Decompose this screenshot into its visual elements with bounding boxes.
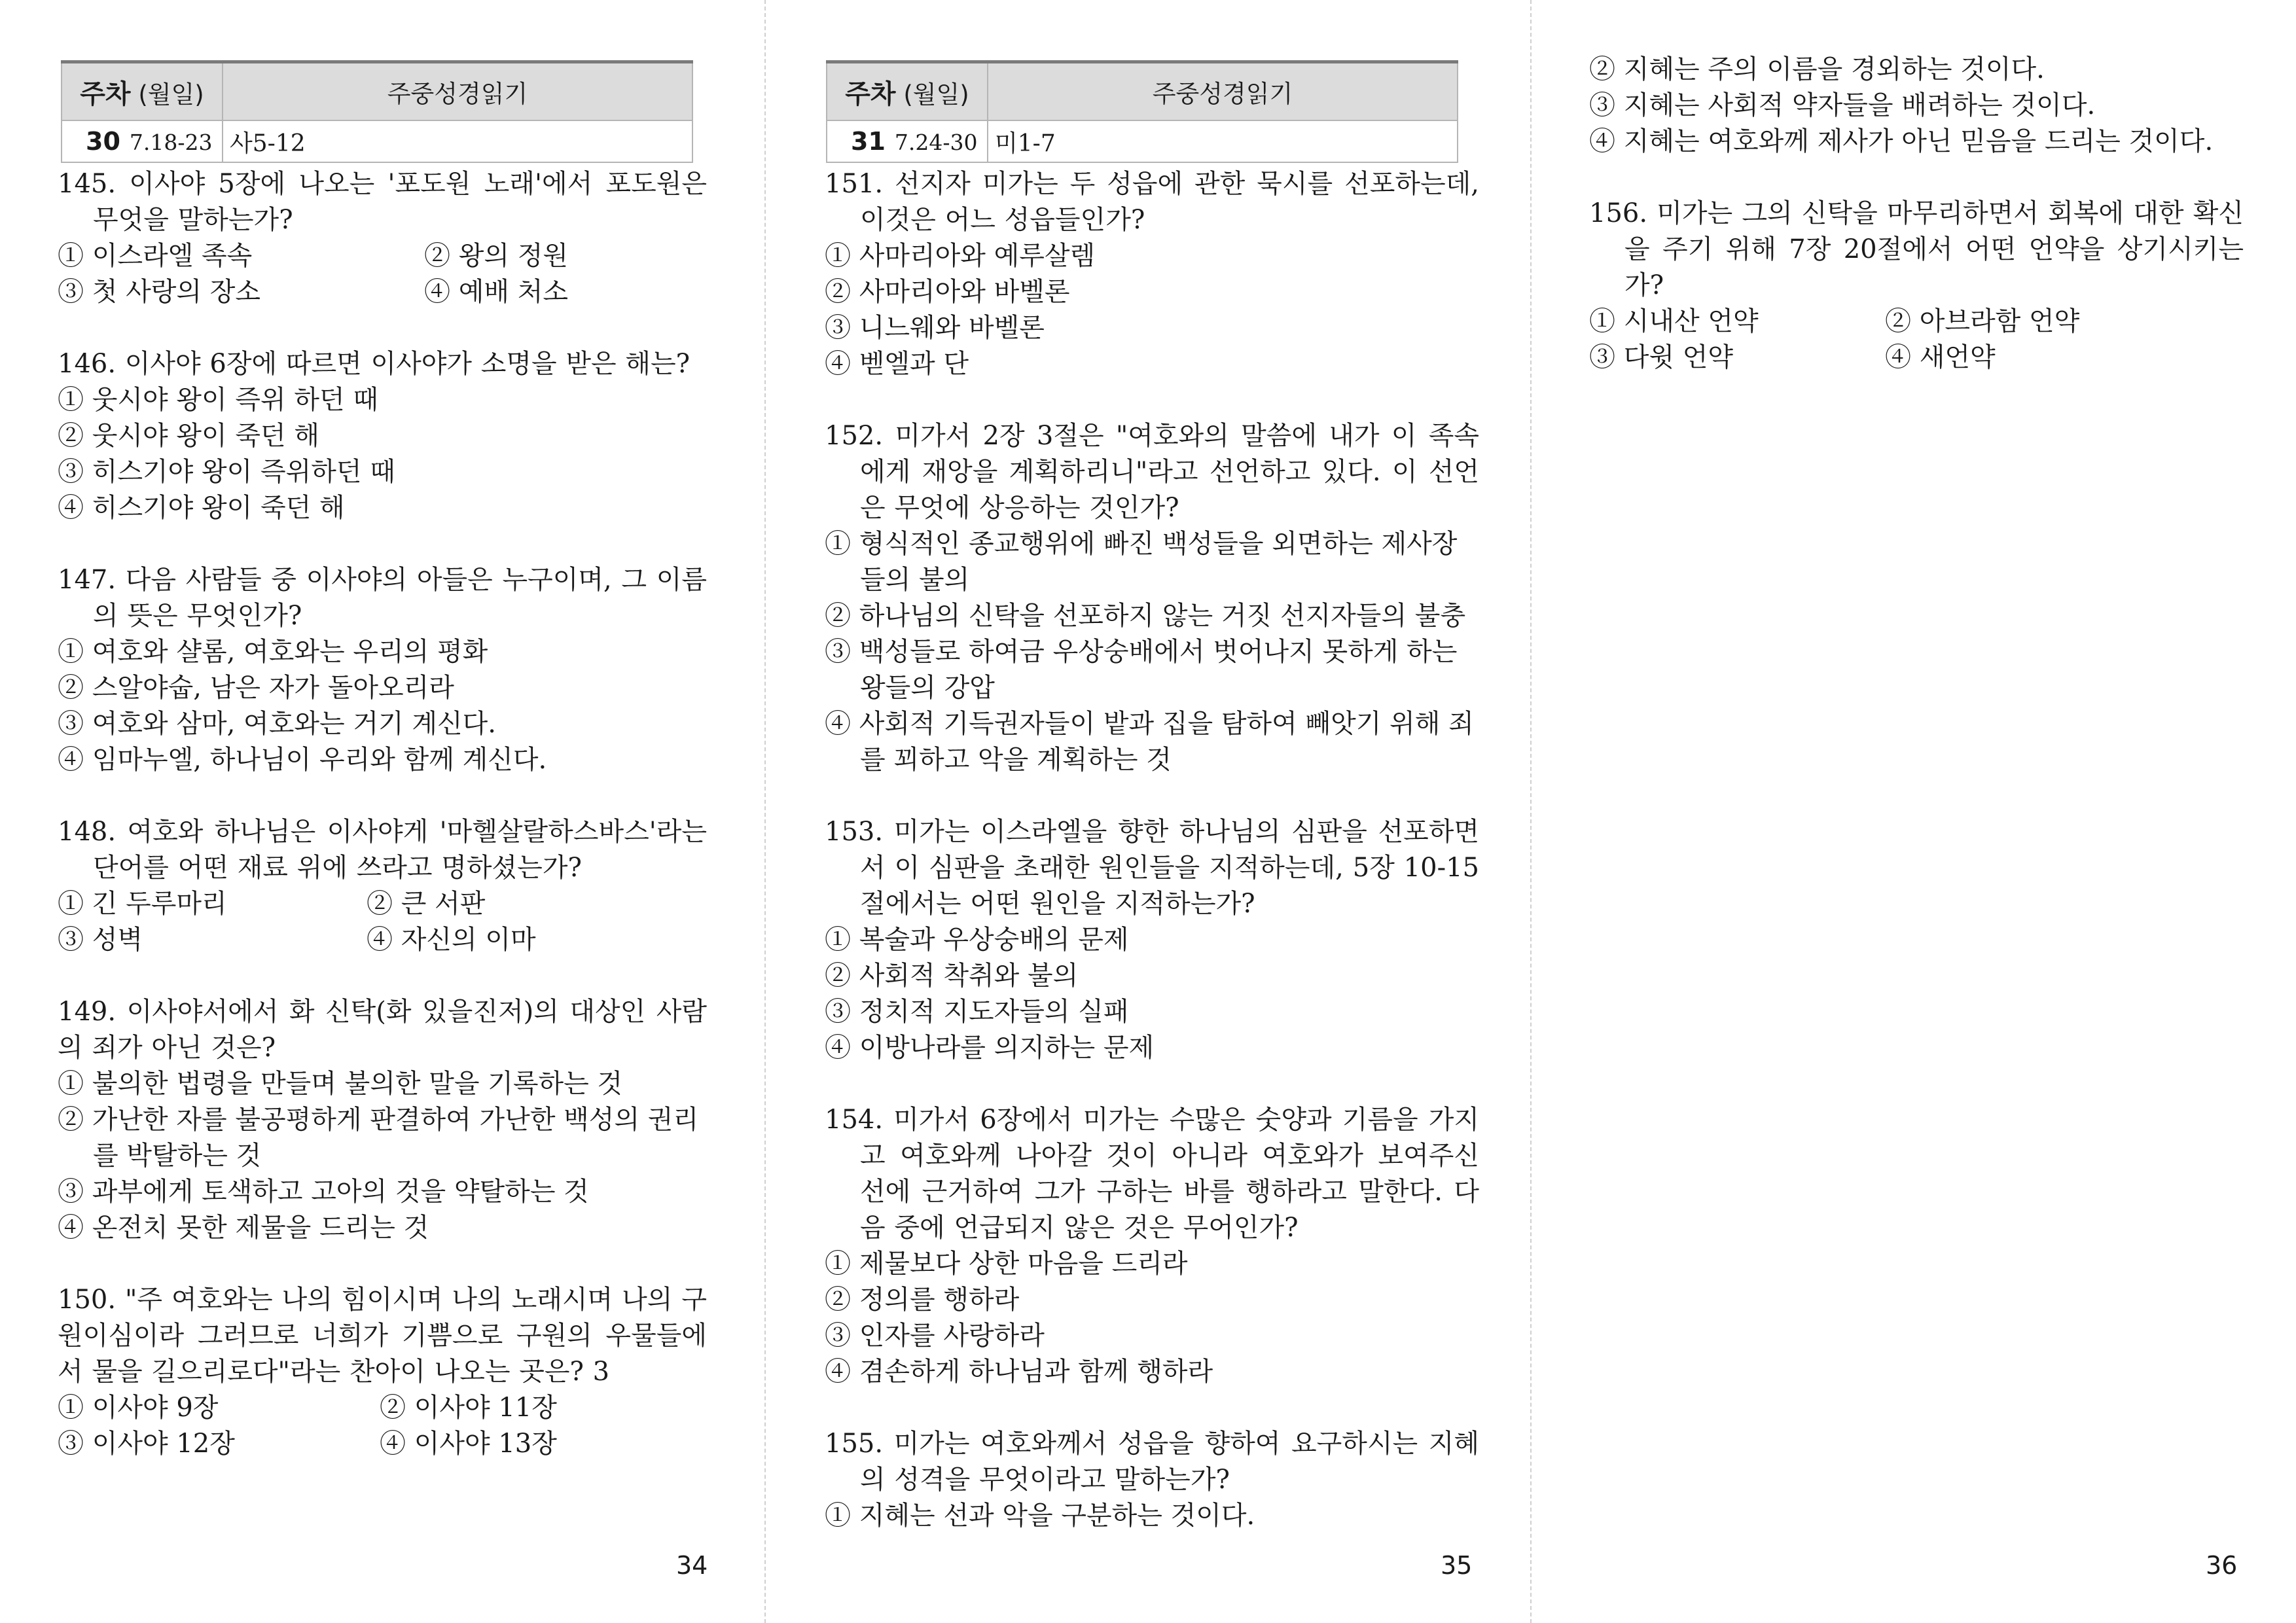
page-number: 36 [2206, 1551, 2238, 1580]
option: ④ 임마누엘, 하나님이 우리와 함께 계신다. [58, 745, 547, 775]
option: ③ 히스기야 왕이 즉위하던 때 [58, 457, 395, 487]
question-155 [825, 1426, 1479, 1534]
option: ② 정의를 행하라 [825, 1285, 1020, 1315]
option-list [1589, 304, 2244, 376]
question-stem: 150. "주 여호와는 나의 힘이시며 나의 노래시며 나의 구원이심이라 그러므로 너희가 기쁨으로 구원의 우물들에서 물을 길으리로다"라는 찬아이 나오는 곳은? 3 [58, 1285, 707, 1387]
option: ③ 이사야 12장 [58, 1429, 235, 1459]
option: ① 지혜는 선과 악을 구분하는 것이다. [825, 1501, 1255, 1531]
option: ③ 인자를 사랑하라 [825, 1321, 1045, 1351]
reading-column-header: 주중성경읽기 [988, 62, 1458, 121]
option: ④ 자신의 이마 [367, 925, 536, 955]
option: ② 이사야 11장 [380, 1393, 557, 1423]
option: ③ 과부에게 토색하고 고아의 것을 약탈하는 것 [58, 1177, 589, 1207]
option-list [58, 238, 707, 310]
option: ④ 지혜는 여호와께 제사가 아닌 믿음을 드리는 것이다. [1589, 126, 2214, 156]
question-155-continued-options [1589, 52, 2244, 160]
question-150 [58, 1282, 707, 1462]
page-34 [0, 0, 765, 1623]
option: ③ 백성들로 하여금 우상숭배에서 벗어나지 못하게 하는 왕들의 강압 [825, 637, 1458, 703]
option: ① 이스라엘 족속 [58, 241, 253, 271]
option: ① 긴 두루마리 [58, 889, 227, 919]
option: ① 불의한 법령을 만들며 불의한 말을 기록하는 것 [58, 1069, 623, 1099]
question-156 [1589, 196, 2244, 376]
page-35 [765, 0, 1531, 1623]
question-stem: 147. 다음 사람들 중 이사야의 아들은 누구이며, 그 이름의 뜻은 무엇인가? [58, 565, 707, 631]
reading-cell: 미1-7 [988, 120, 1458, 162]
option: ④ 새언약 [1885, 342, 1996, 372]
question-column [1589, 52, 2244, 412]
option: ② 가난한 자를 불공평하게 판결하여 가난한 백성의 권리를 박탈하는 것 [58, 1105, 699, 1171]
option: ① 제물보다 상한 마음을 드리라 [825, 1249, 1188, 1279]
option: ③ 지혜는 사회적 약자들을 배려하는 것이다. [1589, 90, 2096, 120]
option: ③ 다윗 언약 [1589, 342, 1733, 372]
option: ④ 예배 처소 [424, 277, 568, 307]
question-145 [58, 166, 707, 310]
option: ③ 여호와 삼마, 여호와는 거기 계신다. [58, 709, 496, 739]
reading-schedule-table [61, 60, 693, 163]
question-stem: 146. 이사야 6장에 따르면 이사야가 소명을 받은 해는? [58, 349, 691, 379]
reading-schedule-table [826, 60, 1458, 163]
question-149 [58, 994, 707, 1246]
question-146 [58, 346, 707, 526]
page-number: 35 [1441, 1551, 1473, 1580]
reading-cell: 사5-12 [223, 120, 692, 162]
question-stem: 153. 미가는 이스라엘을 향한 하나님의 심판을 선포하면서 이 심판을 초래한 원인들을 지적하는데, 5장 10-15절에서는 어떤 원인을 지적하는가? [825, 817, 1480, 919]
option: ② 지혜는 주의 이름을 경외하는 것이다. [1589, 54, 2045, 84]
option: ② 하나님의 신탁을 선포하지 않는 거짓 선지자들의 불충 [825, 601, 1466, 631]
week-cell: 30 7.18-23 [62, 120, 223, 162]
question-148 [58, 814, 707, 958]
option-list [58, 1390, 707, 1462]
option: ① 형식적인 종교행위에 빠진 백성들을 외면하는 제사장들의 불의 [825, 529, 1458, 595]
option: ② 사회적 착취와 불의 [825, 961, 1079, 991]
option: ① 이사야 9장 [58, 1393, 219, 1423]
question-153 [825, 814, 1479, 1066]
page-number: 34 [676, 1551, 708, 1580]
option: ② 왕의 정원 [424, 241, 568, 271]
schedule-row [62, 120, 692, 162]
question-column [825, 166, 1479, 1570]
option: ① 시내산 언약 [1589, 306, 1759, 336]
option: ④ 이방나라를 의지하는 문제 [825, 1033, 1155, 1063]
question-154 [825, 1102, 1479, 1390]
option: ② 큰 서판 [367, 889, 486, 919]
option: ④ 이사야 13장 [380, 1429, 557, 1459]
question-stem: 154. 미가서 6장에서 미가는 수많은 숫양과 기름을 가지고 여호와께 나아갈 것이 아니라 여호와가 보여주신 선에 근거하여 그가 구하는 바를 행하라고 말한다. 다음 중에 언급되지 않은 것은 무어인가? [825, 1105, 1479, 1243]
question-column [58, 166, 707, 1498]
option: ② 아브라함 언약 [1885, 306, 2080, 336]
option: ④ 온전치 못한 제물을 드리는 것 [58, 1213, 429, 1243]
option: ③ 니느웨와 바벨론 [825, 313, 1045, 343]
option: ① 복술과 우상숭배의 문제 [825, 925, 1129, 955]
question-151 [825, 166, 1479, 382]
option: ④ 사회적 기득권자들이 밭과 집을 탐하여 빼앗기 위해 죄를 꾀하고 악을 계획하는 것 [825, 709, 1474, 775]
option: ① 여호와 샬롬, 여호와는 우리의 평화 [58, 637, 488, 667]
option: ④ 벧엘과 단 [825, 349, 969, 379]
week-column-header: 주차 (월일) [827, 62, 988, 121]
week-cell: 31 7.24-30 [827, 120, 988, 162]
option: ③ 첫 사랑의 장소 [58, 277, 260, 307]
question-stem: 149. 이사야서에서 화 신탁(화 있을진저)의 대상인 사람의 죄가 아닌 것은? [58, 997, 708, 1063]
question-stem: 151. 선지자 미가는 두 성읍에 관한 묵시를 선포하는데, 이것은 어느 성읍들인가? [825, 169, 1479, 235]
schedule-row [827, 120, 1458, 162]
question-stem: 156. 미가는 그의 신탁을 마무리하면서 회복에 대한 확신을 주기 위해 7장 20절에서 어떤 언약을 상기시키는가? [1589, 198, 2244, 300]
week-column-header: 주차 (월일) [62, 62, 223, 121]
option: ① 사마리아와 예루살렘 [825, 241, 1096, 271]
option: ④ 겸손하게 하나님과 함께 행하라 [825, 1357, 1213, 1387]
option: ③ 성벽 [58, 925, 143, 955]
option: ④ 히스기야 왕이 죽던 해 [58, 493, 345, 523]
option: ② 사마리아와 바벨론 [825, 277, 1070, 307]
option: ① 웃시야 왕이 즉위 하던 때 [58, 385, 378, 415]
question-stem: 155. 미가는 여호와께서 성읍을 향하여 요구하시는 지혜의 성격을 무엇이라고 말하는가? [825, 1429, 1480, 1495]
question-152 [825, 418, 1479, 778]
question-stem: 148. 여호와 하나님은 이사야게 '마헬살랄하스바스'라는 단어를 어떤 재료 위에 쓰라고 명하셨는가? [58, 817, 707, 883]
question-stem: 145. 이사야 5장에 나오는 '포도원 노래'에서 포도원은 무엇을 말하는가? [58, 169, 707, 235]
option: ③ 정치적 지도자들의 실패 [825, 997, 1129, 1027]
option-list [58, 886, 707, 958]
option: ② 스알야숩, 남은 자가 돌아오리라 [58, 673, 454, 703]
question-stem: 152. 미가서 2장 3절은 "여호와의 말씀에 내가 이 족속에게 재앙을 계획하리니"라고 선언하고 있다. 이 선언은 무엇에 상응하는 것인가? [825, 421, 1479, 523]
option: ② 웃시야 왕이 죽던 해 [58, 421, 319, 451]
reading-column-header: 주중성경읽기 [223, 62, 692, 121]
question-147 [58, 562, 707, 778]
page-36 [1531, 0, 2296, 1623]
